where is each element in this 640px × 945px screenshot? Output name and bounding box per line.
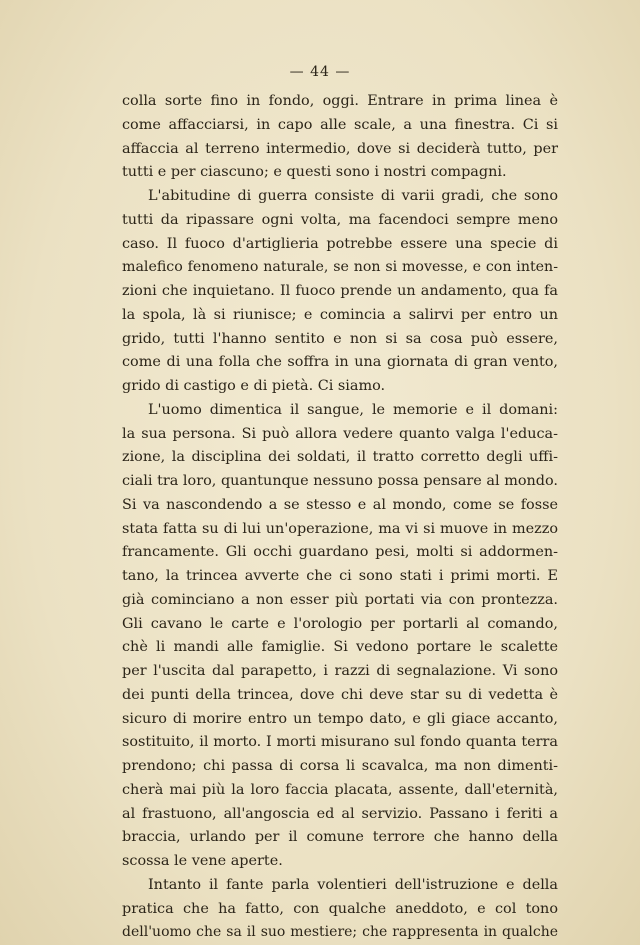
text-line: francamente. Gli occhi guardano pesi, molti si addormen-	[122, 544, 558, 561]
text-line: L'uomo dimentica il sangue, le memorie e il domani:	[148, 401, 558, 418]
text-line: stata fatta su di lui un'operazione, ma vi si muove in mezzo	[122, 520, 558, 537]
text-line: zioni che inquietano. Il fuoco prende un andamento, qua fa	[122, 283, 558, 299]
text-line: la sua persona. Si può allora vedere quanto valga l'educa-	[122, 425, 558, 442]
text-line: dei punti della trincea, dove chi deve star su di vedetta è	[122, 686, 558, 703]
text-line: prendono; chi passa di corsa li scavalca, ma non dimenti-	[122, 758, 558, 774]
text-line: cherà mai più la loro faccia placata, assente, dall'eternità,	[122, 781, 558, 798]
page-number: — 44 —	[289, 64, 351, 80]
text-line: affaccia al terreno intermedio, dove si deciderà tutto, per	[122, 140, 558, 157]
text-line: malefico fenomeno naturale, se non si movesse, e con inten-	[122, 259, 558, 276]
text-line: sostituito, il morto. I morti misurano sul fondo quanta terra	[122, 734, 558, 751]
text-line: per l'uscita dal parapetto, i razzi di segnalazione. Vi sono	[122, 663, 558, 679]
text-line: pratica che ha fatto, con qualche aneddoto, e col tono	[122, 900, 558, 917]
text-line: Si va nascondendo a se stesso e al mondo, come se fosse	[122, 496, 558, 513]
text-line: come affacciarsi, in capo alle scale, a una finestra. Ci si	[122, 116, 558, 133]
text-line: già cominciano a non esser più portati via con prontezza.	[122, 591, 558, 608]
text-line: scossa le vene aperte.	[122, 853, 283, 869]
text-line: come di una folla che soffra in una giornata di gran vento,	[122, 354, 558, 371]
text-line: L'abitudine di guerra consiste di varii gradi, che sono	[148, 188, 558, 204]
text-line: zione, la disciplina dei soldati, il tratto corretto degli uffi-	[122, 449, 558, 466]
body-text	[122, 90, 558, 945]
text-line: la spola, là si riunisce; e comincia a salirvi per entro un	[122, 306, 558, 323]
text-line: braccia, urlando per il comune terrore che hanno della	[122, 829, 558, 846]
text-line: tutti e per ciascuno; e questi sono i nostri compagni.	[122, 164, 507, 181]
text-line: dell'uomo che sa il suo mestiere; che rappresenta in qualche	[122, 924, 558, 941]
text-line: Intanto il fante parla volentieri dell'istruzione e della	[148, 876, 558, 893]
text-line: tutti da ripassare ogni volta, ma facendoci sempre meno	[122, 211, 558, 228]
text-line: colla sorte fino in fondo, oggi. Entrare in prima linea è	[122, 93, 558, 109]
text-line: grido di castigo e di pietà. Ci siamo.	[122, 378, 386, 394]
text-line: chè li mandi alle famiglie. Si vedono portare le scalette	[122, 639, 558, 656]
text-line: caso. Il fuoco d'artiglieria potrebbe essere una specie di	[122, 235, 558, 252]
text-line: sicuro di morire entro un tempo dato, e gli giace accanto,	[122, 710, 558, 727]
text-line: tano, la trincea avverte che ci sono stati i primi morti. E	[122, 568, 558, 584]
text-line: grido, tutti l'hanno sentito e non si sa cosa può essere,	[122, 330, 558, 347]
text-line: Gli cavano le carte e l'orologio per portarli al comando,	[122, 615, 558, 632]
text-line: ciali tra loro, quantunque nessuno possa pensare al mondo.	[122, 473, 558, 489]
text-line: al frastuono, all'angoscia ed al servizio. Passano i feriti a	[122, 805, 558, 822]
